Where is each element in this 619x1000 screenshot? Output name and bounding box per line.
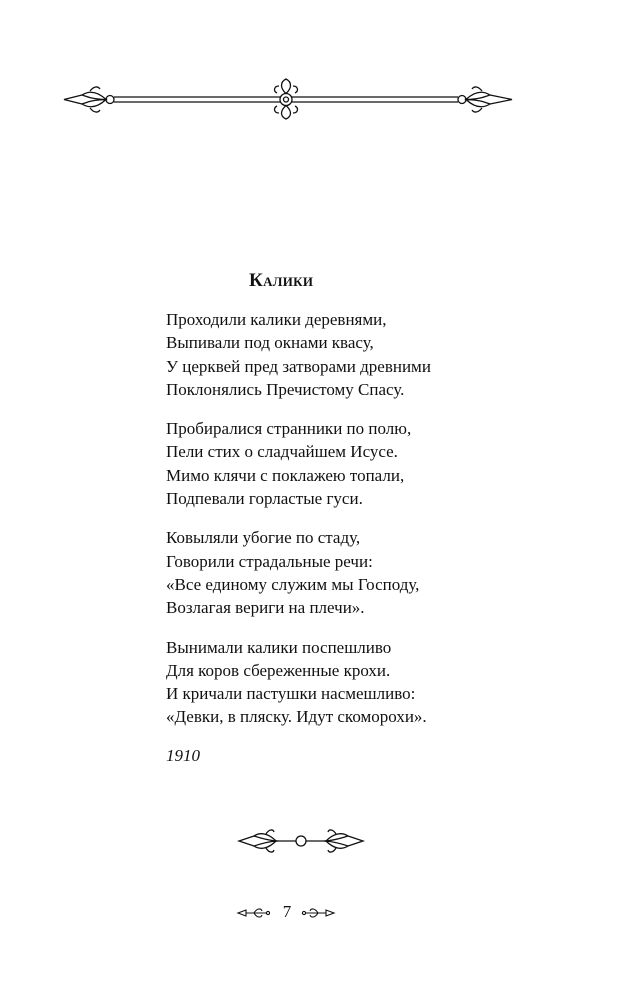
stanza-1 bbox=[166, 308, 586, 401]
stanza-3 bbox=[166, 526, 586, 619]
footer-ornament-right bbox=[300, 906, 336, 920]
poem-line: Поклонялись Пречистому Спасу. bbox=[166, 379, 405, 399]
poem-line: Пели стих о сладчайшем Исусе. bbox=[166, 442, 398, 462]
poem-date: 1910 bbox=[166, 745, 200, 765]
poem-line: Вынимали калики поспешливо bbox=[166, 637, 392, 657]
top-ornament bbox=[60, 78, 520, 120]
stanza-4 bbox=[166, 636, 586, 729]
poem-line: «Девки, в пляску. Идут скоморохи». bbox=[166, 707, 427, 727]
poem-line: «Все единому служим мы Господу, bbox=[166, 574, 420, 594]
poem-line: Говорили страдальные речи: bbox=[166, 551, 373, 571]
poem-line: Для коров сбереженные крохи. bbox=[166, 660, 391, 680]
poem-line: Ковыляли убогие по стаду, bbox=[166, 528, 361, 548]
poem-line: У церквей пред затворами древними bbox=[166, 356, 431, 376]
poem-line: Пробиралися странники по полю, bbox=[166, 419, 412, 439]
page-number: 7 bbox=[282, 902, 292, 921]
poem-line: Проходили калики деревнями, bbox=[166, 310, 387, 329]
poem-title: Калики bbox=[249, 270, 314, 291]
poem-line: Выпивали под окнами квасу, bbox=[166, 333, 374, 353]
stanza-2 bbox=[166, 417, 586, 510]
footer-ornament-left bbox=[236, 906, 272, 920]
poem-line: Возлагая вериги на плечи». bbox=[166, 598, 365, 618]
poem-line: Мимо клячи с поклажею топали, bbox=[166, 465, 405, 485]
poem-line: И кричали пастушки насмешливо: bbox=[166, 684, 416, 704]
page-footer bbox=[230, 900, 340, 926]
end-ornament bbox=[236, 826, 366, 856]
poem-line: Подпевали горластые гуси. bbox=[166, 489, 363, 509]
poem bbox=[166, 268, 586, 767]
